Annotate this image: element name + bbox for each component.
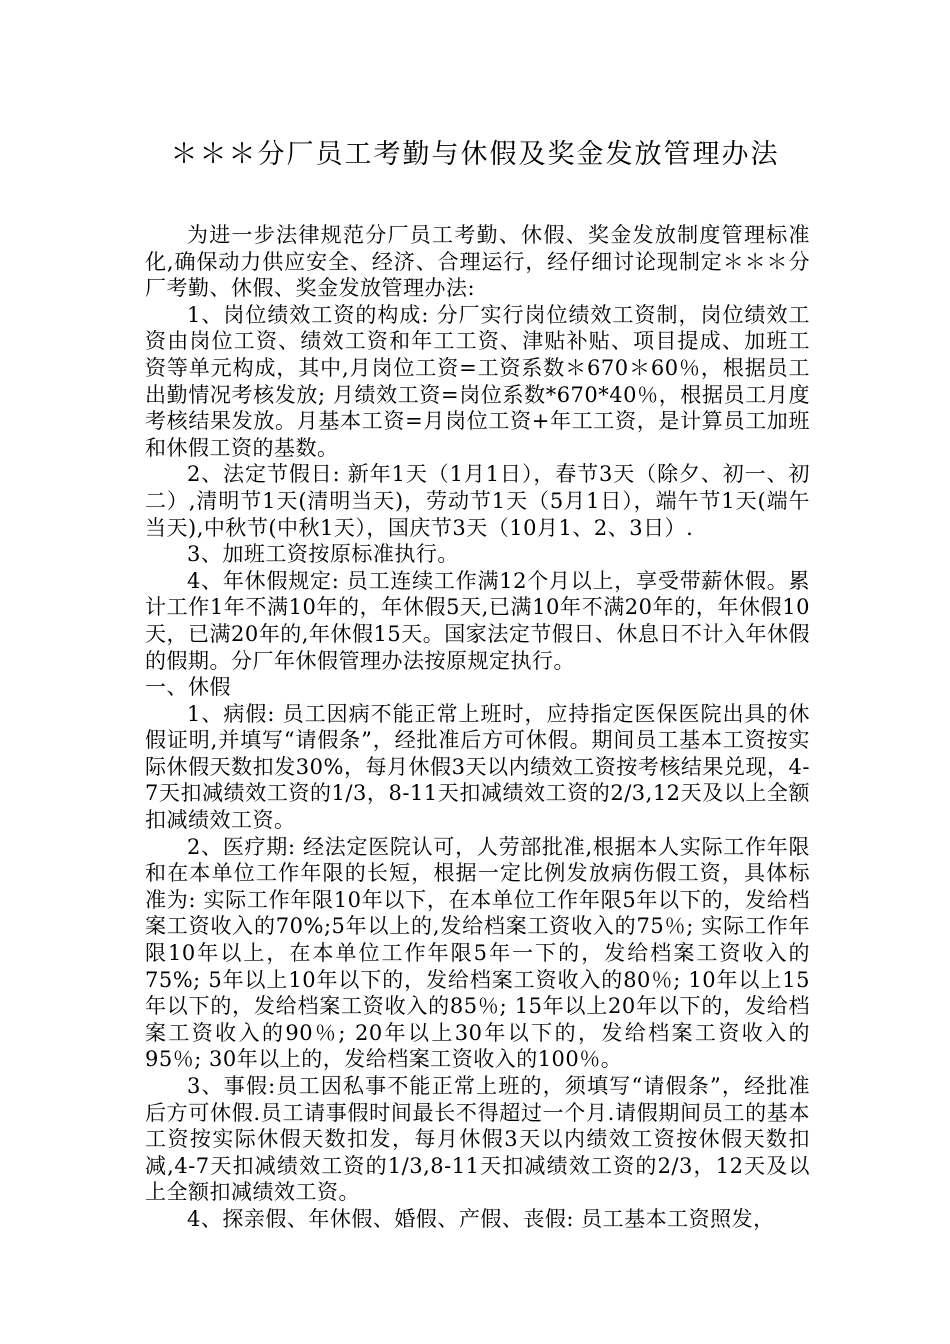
section-heading-leave: 一、休假 [145, 675, 231, 700]
medical-period-paragraph: 2、医疗期: 经法定医院认可，人劳部批准,根据本人实际工作年限和在本单位工作年限的长短，根据一定比例发放病伤假工资，具体标准为: 实际工作年限10年以下，在本单位工作年限5年以下的，发给档案工资收入的70%;5年以上的,发给档案工资收入的75％; 实际工作年限10年以上，在本单位工作年限5年一下的，发给档案工资收入的75%; 5年以上10年以下的，发给档案工资收入的80％; 10年以上15年以下的，发给档案工资收入的85％; 15年以上20年以下的，发给档案工资收入的90％; 20年以上30年以下的，发给档案工资收入的95％; 30年以上的，发给档案工资收入的100％。 [145, 834, 810, 1072]
intro-paragraph: 为进一步法律规范分厂员工考勤、休假、奖金发放制度管理标准化,确保动力供应安全、经济、合理运行，经仔细讨论现制定＊＊＊分厂考勤、休假、奖金发放管理办法: [145, 223, 810, 301]
other-leave-paragraph: 4、探亲假、年休假、婚假、产假、丧假: 员工基本工资照发， [187, 1206, 775, 1231]
holidays-paragraph: 2、法定节假日: 新年1天（1月1日），春节3天（除夕、初一、初二）,清明节1天(清明当天)，劳动节1天（5月1日），端午节1天(端午当天),中秋节(中秋1天），国庆节3天（10月1、2、3日）. [145, 462, 810, 540]
salary-structure-paragraph: 1、岗位绩效工资的构成: 分厂实行岗位绩效工资制，岗位绩效工资由岗位工资、绩效工资和年工工资、津贴补贴、项目提成、加班工资等单元构成，其中,月岗位工资=工资系数＊670＊60％，根据员工出勤情况考核发放; 月绩效工资=岗位系数*670*40％，根据员工月度考核结果发放。月基本工资=月岗位工资+年工工资，是计算员工加班和休假工资的基数。 [145, 302, 810, 460]
annual-leave-paragraph: 4、年休假规定: 员工连续工作满12个月以上，享受带薪休假。累计工作1年不满10年的，年休假5天,已满10年不满20年的，年休假10天，已满20年的,年休假15天。国家法定节假日、休息日不计入年休假的假期。分厂年休假管理办法按原规定执行。 [145, 568, 810, 673]
sick-leave-paragraph: 1、病假: 员工因病不能正常上班时，应持指定医保医院出具的休假证明,并填写“请假条”，经批准后方可休假。期间员工基本工资按实际休假天数扣发30%，每月休假3天以内绩效工资按考核结果兑现，4-7天扣减绩效工资的1/3，8-11天扣减绩效工资的2/3,12天及以上全额扣减绩效工资。 [145, 701, 810, 833]
personal-leave-paragraph: 3、事假:员工因私事不能正常上班的，须填写“请假条”，经批准后方可休假.员工请事假时间最长不得超过一个月.请假期间员工的基本工资按实际休假天数扣发，每月休假3天以内绩效工资按休假天数扣减,4-7天扣减绩效工资的1/3,8-11天扣减绩效工资的2/3，12天及以上全额扣减绩效工资。 [145, 1074, 810, 1205]
document-body [145, 222, 810, 1233]
overtime-paragraph: 3、加班工资按原标准执行。 [187, 542, 459, 567]
document-title: ＊＊＊分厂员工考勤与休假及奖金发放管理办法 [170, 139, 780, 170]
